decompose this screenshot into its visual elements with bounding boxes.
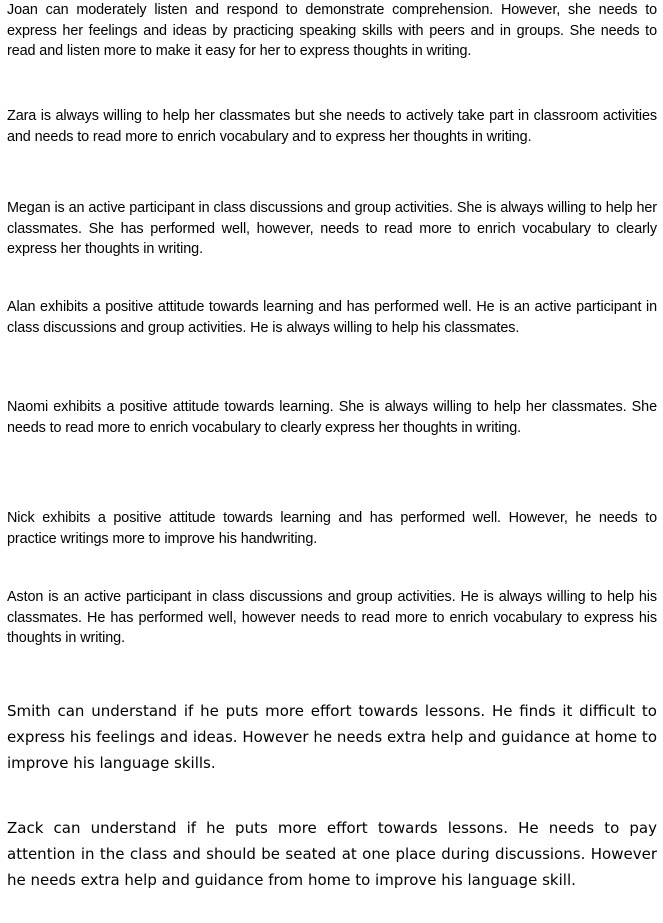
remark-nick: Nick exhibits a positive attitude towards learning and has performed well. However, he needs to practice writings more to improve his handwriting. <box>7 510 657 547</box>
remark-naomi: Naomi exhibits a positive attitude towards learning. She is always willing to help her classmates. She needs to read more to enrich vocabulary to clearly express her thoughts in writing. <box>7 399 657 436</box>
remark-aston: Aston is an active participant in class discussions and group activities. He is always willing to help his classmates. He has performed well, however needs to read more to enrich vocabulary to express his thoughts in writing. <box>7 589 657 646</box>
remark-zack: Zack can understand if he puts more effort towards lessons. He needs to pay attention in the class and should be seated at one place during discussions. However he needs extra help and guidance from home to improve his language skill. <box>7 819 657 890</box>
remark-zara: Zara is always willing to help her classmates but she needs to actively take part in classroom activities and needs to read more to enrich vocabulary and to express her thoughts in writing. <box>7 108 657 145</box>
remark-megan: Megan is an active participant in class discussions and group activities. She is always willing to help her classmates. She has performed well, however, needs to read more to enrich vocabulary to clearly express her thoughts in writing. <box>7 200 657 257</box>
remark-smith: Smith can understand if he puts more effort towards lessons. He finds it difficult to express his feelings and ideas. However he needs extra help and guidance at home to improve his language skills. <box>7 702 657 773</box>
remark-joan: Joan can moderately listen and respond to demonstrate comprehension. However, she needs to express her feelings and ideas by practicing speaking skills with peers and in groups. She needs to read and listen more to make it easy for her to express thoughts in writing. <box>7 2 657 59</box>
remark-alan: Alan exhibits a positive attitude towards learning and has performed well. He is an active participant in class discussions and group activities. He is always willing to help his classmates. <box>7 299 657 336</box>
